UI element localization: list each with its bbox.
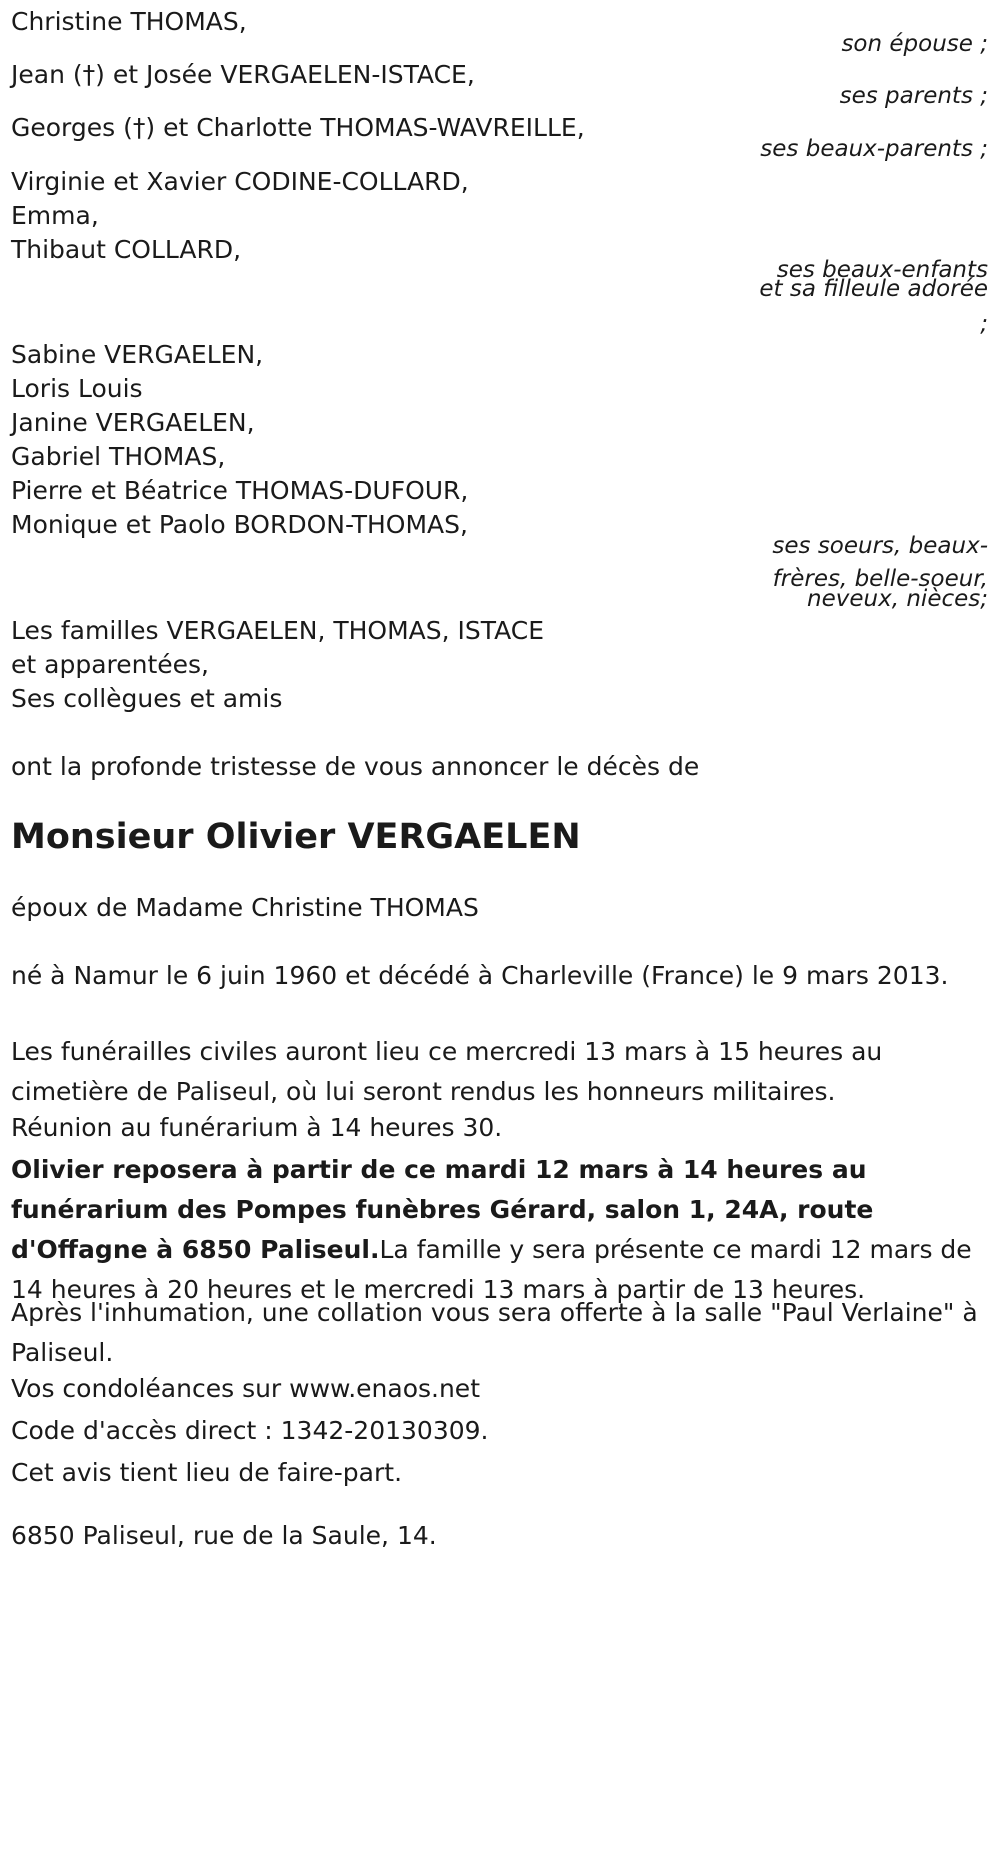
relation-label: ses soeurs, beaux- [772, 533, 988, 559]
address-text: 6850 Paliseul, rue de la Saule, 14. [11, 1521, 437, 1550]
relation-label: ses beaux-enfants [776, 257, 988, 283]
family-line: Christine THOMAS, [11, 7, 247, 36]
repose-rest-text: La famille y sera présente ce mardi 12 mars de 14 heures à 20 heures et le mercredi 13 mars à partir de 13 heures. [11, 1235, 972, 1304]
birth-death-text: né à Namur le 6 juin 1960 et décédé à Charleville (France) le 9 mars 2013. [11, 961, 949, 990]
family-line: Ses collègues et amis [11, 684, 283, 713]
family-line: Monique et Paolo BORDON-THOMAS, [11, 510, 468, 539]
relation-label: neveux, nièces; [807, 586, 988, 612]
meeting-text: Réunion au funérarium à 14 heures 30. [11, 1113, 503, 1142]
family-line: Gabriel THOMAS, [11, 442, 226, 471]
funeral-text: Les funérailles civiles auront lieu ce mercredi 13 mars à 15 heures au cimetière de Paliseul, où lui seront rendus les honneurs militaires. [11, 1037, 883, 1106]
family-line: Virginie et Xavier CODINE-COLLARD, [11, 167, 469, 196]
access-code-text: Code d'accès direct : 1342-20130309. [11, 1416, 489, 1445]
family-line: Emma, [11, 201, 99, 230]
family-line: Janine VERGAELEN, [11, 408, 255, 437]
collation-text: Après l'inhumation, une collation vous sera offerte à la salle "Paul Verlaine" à Paliseul. [11, 1298, 978, 1367]
repose-bold-text: Olivier reposera à partir de ce mardi 12 mars à 14 heures au funérarium des Pompes funèbres Gérard, salon 1, 24A, route d'Offagne à 6850 Paliseul. [11, 1155, 874, 1264]
family-line: Pierre et Béatrice THOMAS-DUFOUR, [11, 476, 469, 505]
relation-label: et sa filleule adorée [759, 276, 988, 302]
family-line: Les familles VERGAELEN, THOMAS, ISTACE [11, 616, 545, 645]
family-line: Thibaut COLLARD, [11, 235, 242, 264]
announcement-text: ont la profonde tristesse de vous annoncer le décès de [11, 752, 700, 781]
spouse-line: époux de Madame Christine THOMAS [11, 893, 479, 922]
notice-text: Cet avis tient lieu de faire-part. [11, 1458, 403, 1487]
family-line: Sabine VERGAELEN, [11, 340, 264, 369]
family-line: Loris Louis [11, 374, 143, 403]
family-line: et apparentées, [11, 650, 209, 679]
relation-label: son épouse ; [841, 31, 988, 57]
relation-label: ses parents ; [839, 83, 988, 109]
relation-label: frères, belle-soeur, [772, 566, 988, 592]
relation-label: ses beaux-parents ; [760, 136, 988, 162]
deceased-name: Monsieur Olivier VERGAELEN [11, 817, 581, 857]
family-line: Georges (†) et Charlotte THOMAS-WAVREILLE, [11, 113, 585, 142]
repose-text [11, 1150, 991, 1310]
family-line: Jean (†) et Josée VERGAELEN-ISTACE, [11, 60, 475, 89]
condolences-text: Vos condoléances sur www.enaos.net [11, 1374, 480, 1403]
relation-label: ; [980, 311, 988, 337]
